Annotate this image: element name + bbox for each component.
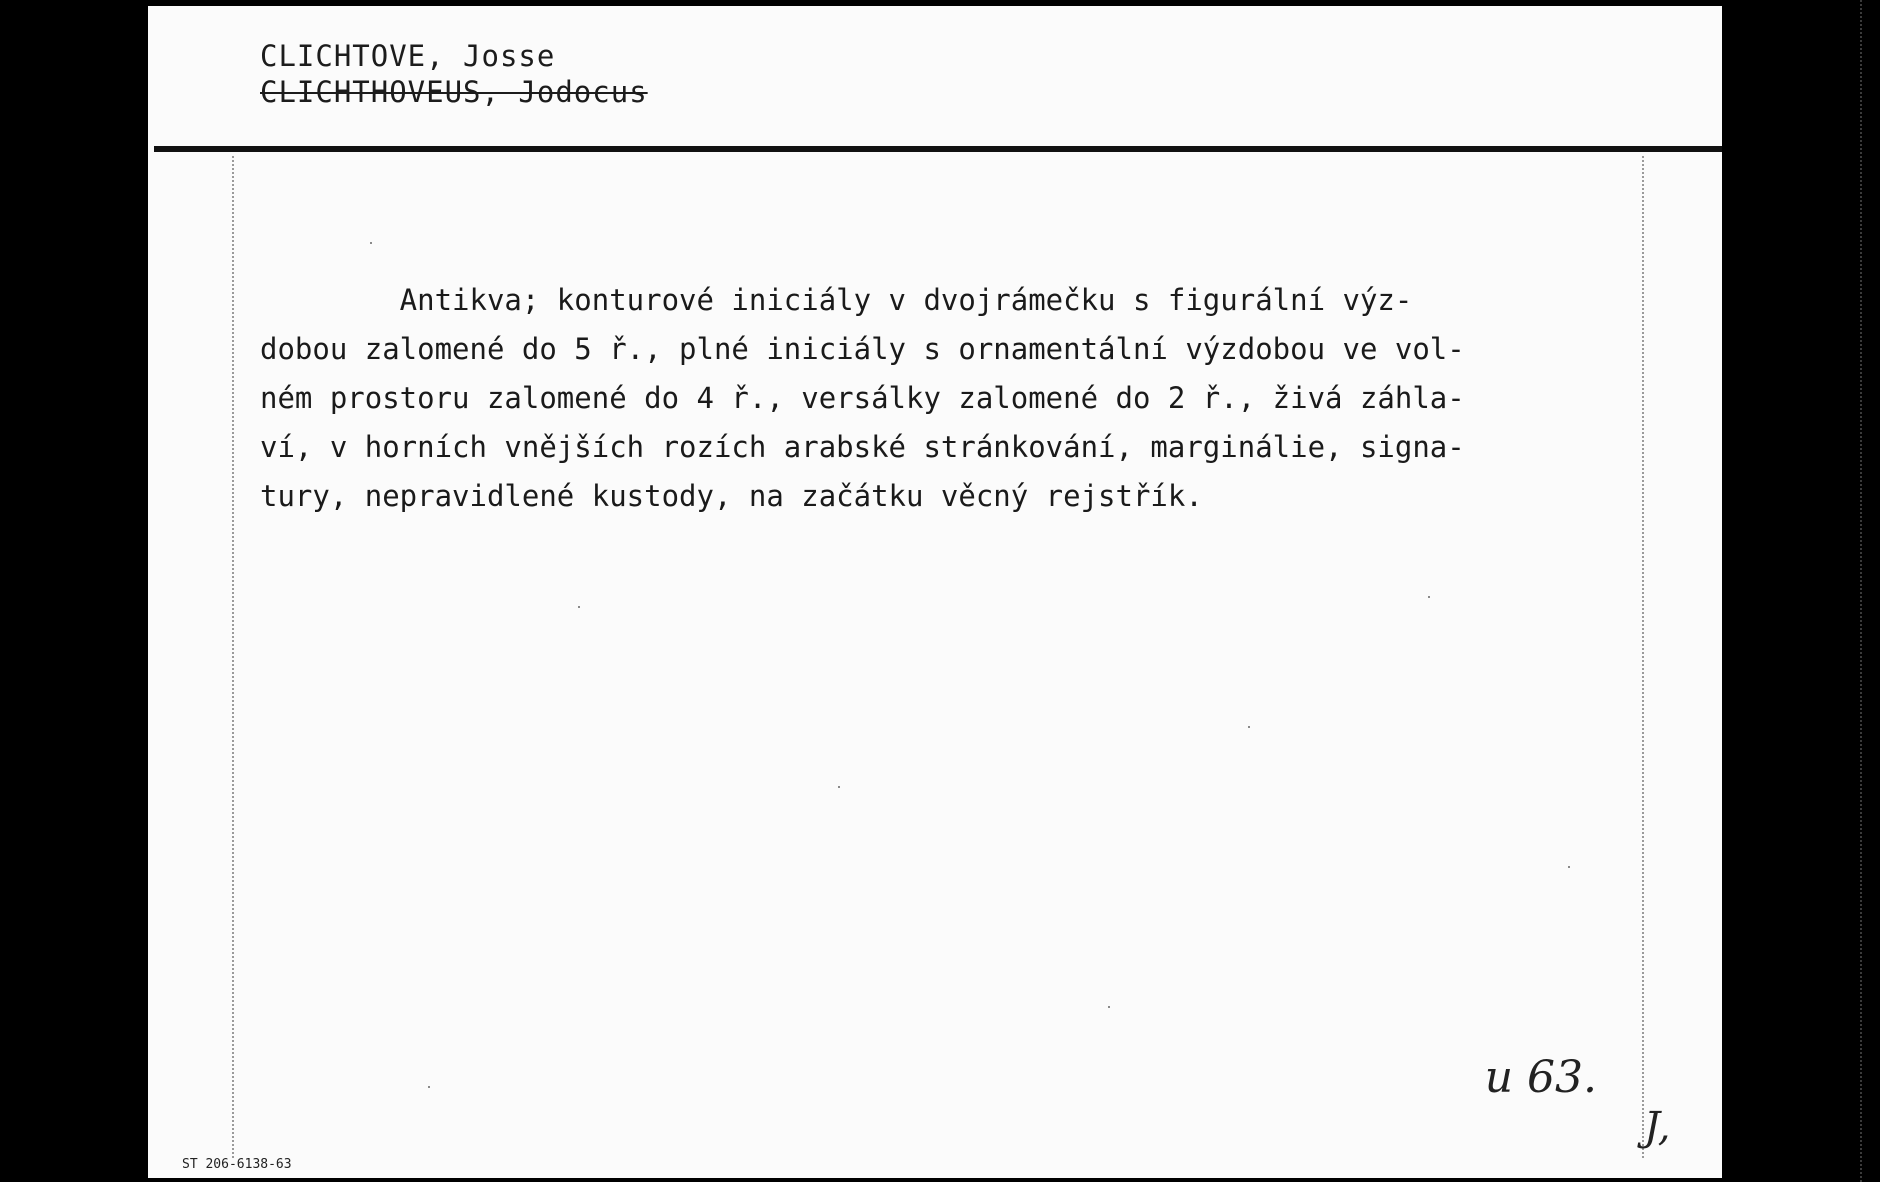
handwritten-note: u 63.	[1484, 1052, 1597, 1103]
scan-speck	[1568, 866, 1570, 868]
scan-speck	[428, 1086, 430, 1088]
heading-divider	[154, 146, 1722, 152]
scan-speck	[838, 786, 840, 788]
scan-speck	[1248, 726, 1250, 728]
description-line: ví, v horních vnějších rozích arabské stránkování, marginálie, signa-	[260, 430, 1465, 464]
right-margin-line	[1642, 156, 1644, 1158]
description-line: ném prostoru zalomené do 4 ř., versálky zalomené do 2 ř., živá záhla-	[260, 381, 1465, 415]
heading-author-latin-name: CLICHTHOVEUS, Jodocus	[260, 75, 648, 109]
card-description	[260, 276, 1640, 521]
scan-speck	[1108, 1006, 1110, 1008]
card-print-code: ST 206-6138-63	[182, 1157, 292, 1172]
scan-speck	[578, 606, 580, 608]
scan-speck	[1428, 596, 1430, 598]
description-line: Antikva; konturové iniciály v dvojrámečku s figurální výz-	[260, 283, 1413, 317]
card-heading	[260, 38, 648, 110]
scan-speck	[370, 242, 372, 244]
description-line: dobou zalomené do 5 ř., plné iniciály s ornamentální výzdobou ve vol-	[260, 332, 1465, 366]
handwritten-mark: J,	[1644, 1104, 1671, 1150]
heading-author-name: CLICHTOVE, Josse	[260, 39, 556, 73]
left-margin-line	[232, 156, 234, 1158]
catalog-card	[148, 6, 1722, 1178]
scan-edge-noise	[1860, 0, 1868, 1182]
description-line: tury, nepravidlené kustody, na začátku věcný rejstřík.	[260, 479, 1203, 513]
